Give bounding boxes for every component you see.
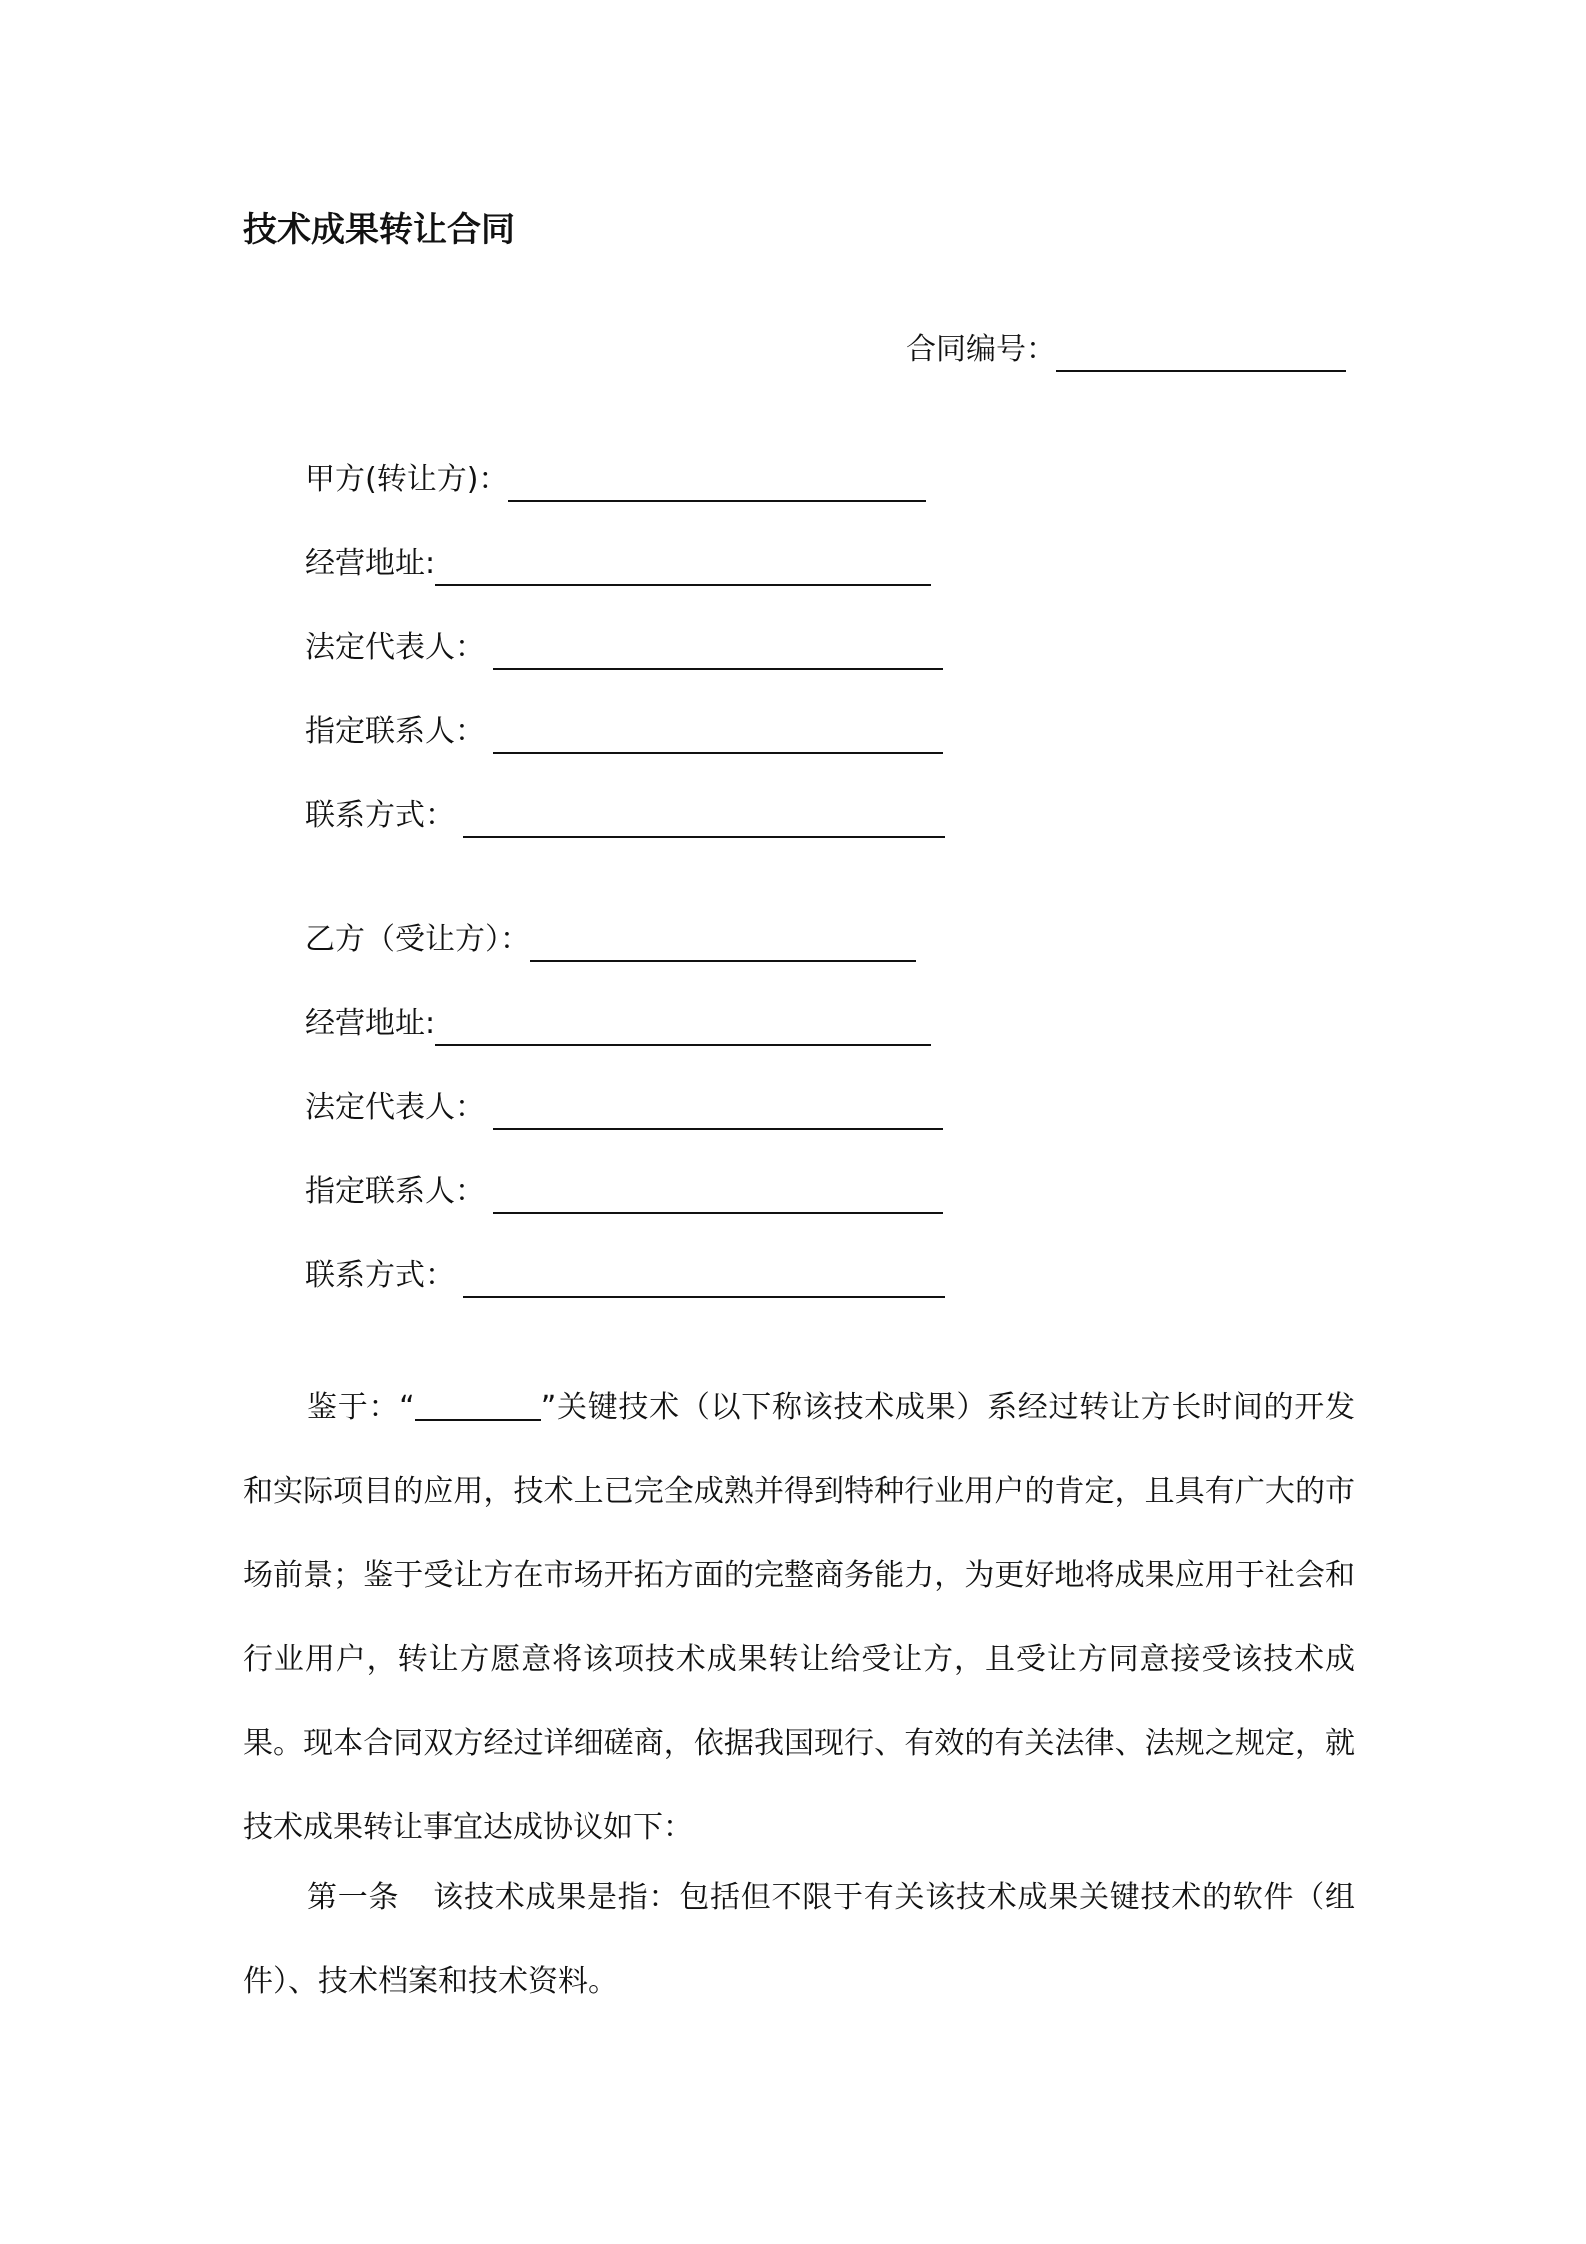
party-a-rep-row [305, 620, 943, 670]
document-title: 技术成果转让合同 [243, 210, 515, 250]
party-a-contact-label: 指定联系人： [305, 714, 485, 749]
party-a-address-blank[interactable] [435, 550, 931, 586]
party-b-contact-blank[interactable] [493, 1178, 943, 1214]
contract-number-row [906, 328, 1346, 372]
party-b-address-row [305, 996, 931, 1046]
party-a-rep-blank[interactable] [493, 634, 943, 670]
party-b-address-blank[interactable] [435, 1010, 931, 1046]
party-a-address-label: 经营地址: [305, 546, 436, 581]
preamble-block [243, 1366, 1355, 1870]
party-b-rep-label: 法定代表人： [305, 1090, 485, 1125]
party-b-contact-row [305, 1164, 943, 1214]
contract-number-blank[interactable] [1056, 336, 1346, 372]
party-b-address-label: 经营地址: [305, 1006, 436, 1041]
preamble-prefix: 鉴于：“ [307, 1390, 415, 1425]
party-a-contact-row [305, 704, 943, 754]
party-a-name-row [305, 452, 926, 502]
preamble-text: ”关键技术（以下称该技术成果）系经过转让方长时间的开发和实际项目的应用，技术上已完全成熟并得到特种行业用户的肯定，且具有广大的市场前景；鉴于受让方在市场开拓方面的完整商务能力，为更好地将成果应用于社会和行业用户，转让方愿意将该项技术成果转让给受让方，且受让方同意接受该技术成果。现本合同双方经过详细磋商，依据我国现行、有效的有关法律、法规之规定，就技术成果转让事宜达成协议如下： [243, 1390, 1356, 1845]
party-b-contact-label: 指定联系人： [305, 1174, 485, 1209]
party-b-phone-blank[interactable] [463, 1262, 945, 1298]
party-a-name-blank[interactable] [508, 466, 926, 502]
party-b-phone-row [305, 1248, 945, 1298]
article-1-text: 该技术成果是指：包括但不限于有关该技术成果关键技术的软件（组件）、技术档案和技术资料。 [243, 1880, 1355, 1999]
party-a-contact-blank[interactable] [493, 718, 943, 754]
party-a-phone-label: 联系方式： [305, 798, 455, 833]
party-b-phone-label: 联系方式： [305, 1258, 455, 1293]
party-b-name-blank[interactable] [530, 926, 916, 962]
article-1-block [243, 1856, 1355, 2024]
article-1-title: 第一条 [307, 1880, 400, 1915]
party-b-rep-row [305, 1080, 943, 1130]
party-b-name-label: 乙方（受让方）： [305, 922, 530, 957]
party-a-rep-label: 法定代表人： [305, 630, 485, 665]
party-a-address-row [305, 536, 931, 586]
preamble-paragraph [243, 1366, 1355, 1870]
party-b-rep-blank[interactable] [493, 1094, 943, 1130]
party-b-name-row [305, 912, 916, 962]
technology-name-blank[interactable] [415, 1389, 541, 1421]
party-a-phone-row [305, 788, 945, 838]
party-a-phone-blank[interactable] [463, 802, 945, 838]
article-1-paragraph [243, 1856, 1355, 2024]
party-a-name-label: 甲方(转让方)： [305, 462, 509, 497]
contract-number-label: 合同编号： [906, 332, 1056, 367]
